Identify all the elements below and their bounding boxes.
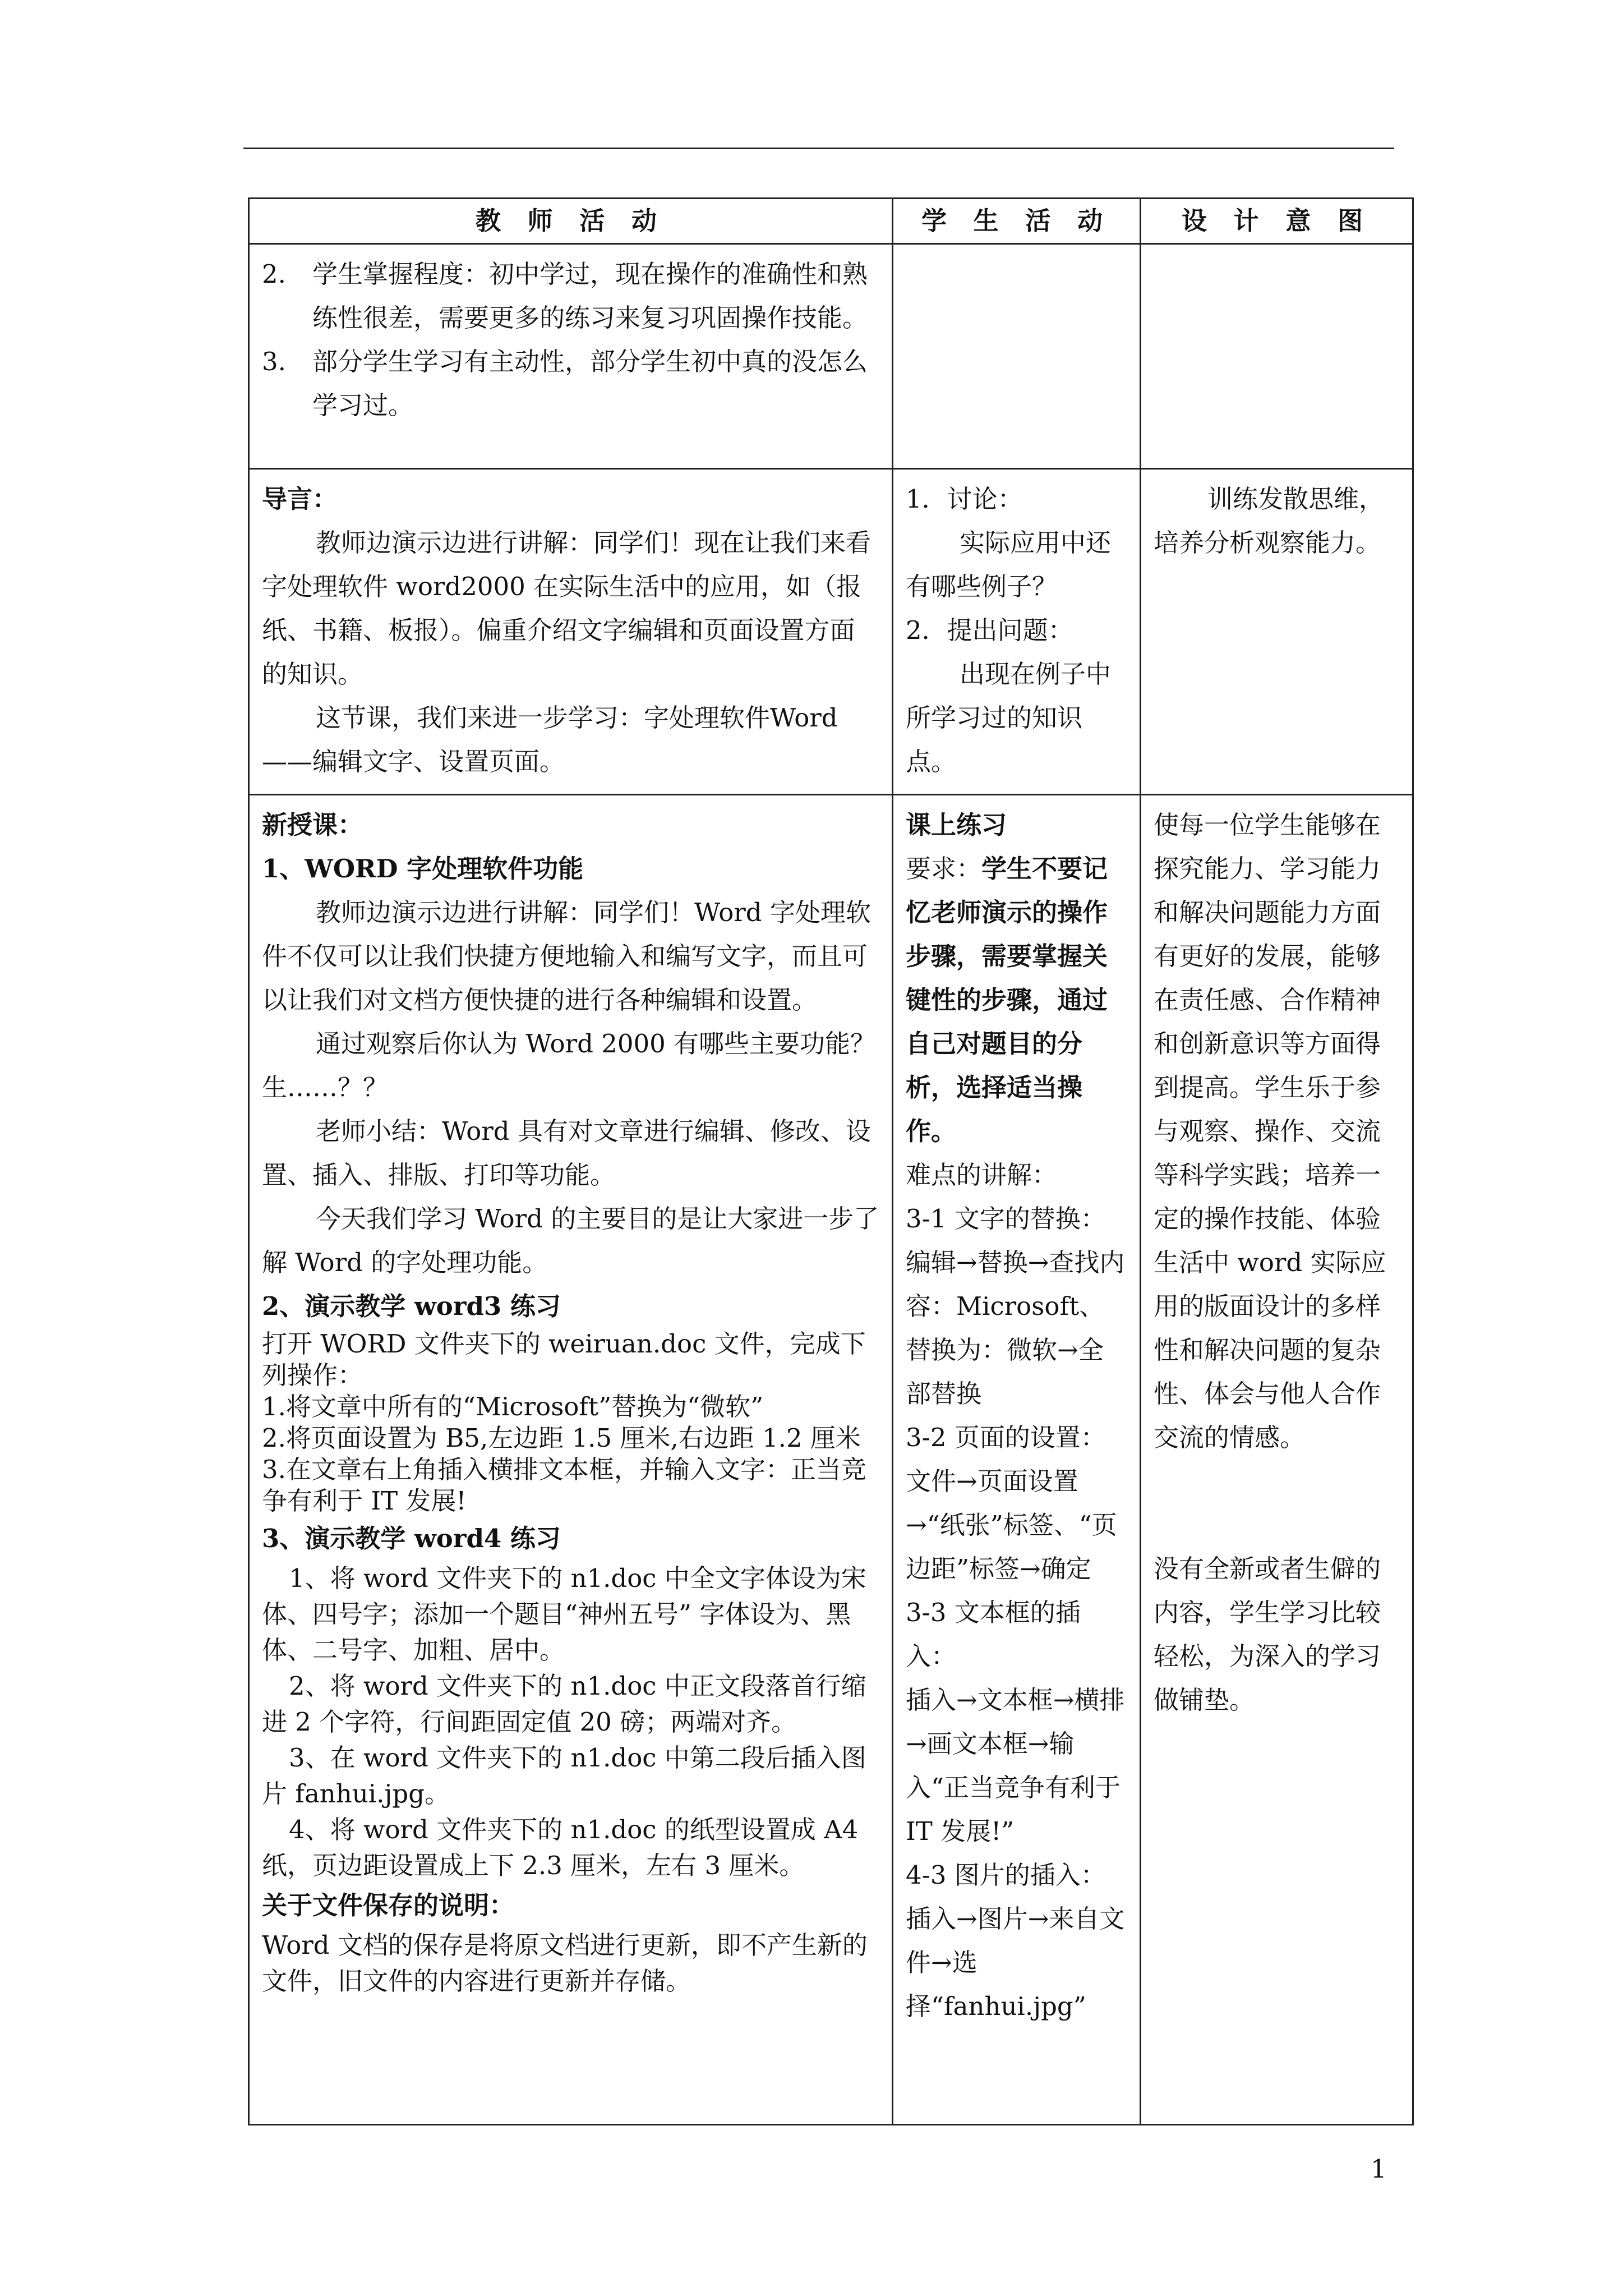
lesson-plan-table <box>248 197 1414 2125</box>
paragraph: 1．讨论： <box>906 484 1023 514</box>
header-design-intent: 设 计 意 图 <box>1141 199 1413 244</box>
paragraph: Word 文档的保存是将原文档进行更新，即不产生新的文件，旧文件的内容进行更新并存储。 <box>262 1930 868 1996</box>
design-cell <box>1141 795 1413 2125</box>
section-title: 课上练习 <box>906 810 1007 840</box>
paragraph: 3、在 word 文件夹下的 n1.doc 中第二段后插入图片 fanhui.jpg。 <box>262 1743 866 1809</box>
paragraph: 通过观察后你认为 Word 2000 有哪些主要功能？生……？？ <box>262 1029 876 1102</box>
section-title: 新授课： <box>262 810 363 840</box>
requirement-text: 学生不要记忆老师演示的操作步骤，需要掌握关键性的步骤，通过自己对题目的分析，选择适当操作。 <box>906 854 1108 1146</box>
paragraph: 使每一位学生能够在探究能力、学习能力和解决问题能力方面有更好的发展，能够在责任感、合作精神和创新意识等方面得到提高。学生乐于参与观察、操作、交流等科学实践；培养一定的操作技能、体验生活中 word 实际应用的版面设计的多样性和解决问题的复杂性、体会与他人合作交流的情感。 <box>1154 810 1386 1452</box>
paragraph: 这节课，我们来进一步学习：字处理软件Word——编辑文字、设置页面。 <box>262 703 838 776</box>
section-heading: 1、WORD 字处理软件功能 <box>262 854 584 884</box>
page-number: 1 <box>1371 2154 1387 2184</box>
paragraph: 老师小结：Word 具有对文章进行编辑、修改、设置、插入、排版、打印等功能。 <box>262 1116 871 1190</box>
paragraph: 1.将文章中所有的“Microsoft”替换为“微软” <box>262 1392 764 1421</box>
paragraph: 训练发散思维，培养分析观察能力。 <box>1154 484 1385 558</box>
design-cell <box>1141 244 1413 469</box>
paragraph: 实际应用中还有哪些例子？ <box>906 528 1112 601</box>
paragraph: 打开 WORD 文件夹下的 weiruan.doc 文件，完成下列操作： <box>262 1329 866 1390</box>
table-row <box>249 244 1413 469</box>
paragraph: 4、将 word 文件夹下的 n1.doc 的纸型设置成 A4 纸，页边距设置成上下 2.3 厘米，左右 3 厘米。 <box>262 1815 859 1880</box>
paragraph: 1、将 word 文件夹下的 n1.doc 中全文字体设为宋体、四号字；添加一个题目“神州五号” 字体设为、黑体、二号字、加粗、居中。 <box>262 1563 866 1665</box>
student-cell <box>893 795 1141 2125</box>
list-item: 2. 学生掌握程度：初中学过，现在操作的准确性和熟练性很差，需要更多的练习来复习巩固操作技能。 <box>262 259 868 333</box>
teacher-cell <box>249 244 893 469</box>
student-cell <box>893 244 1141 469</box>
paragraph: 教师边演示边进行讲解：同学们！Word 字处理软件不仅可以让我们快捷方便地输入和编写文字，而且可以让我们对文档方便快捷的进行各种编辑和设置。 <box>262 898 871 1015</box>
paragraph: 3-3 文本框的插入： <box>906 1598 1081 1671</box>
section-heading: 3、演示教学 word4 练习 <box>262 1524 561 1553</box>
paragraph: 教师边演示边进行讲解：同学们！现在让我们来看字处理软件 word2000 在实际生活中的应用，如（报纸、书籍、板报）。偏重介绍文字编辑和页面设置方面的知识。 <box>262 528 872 689</box>
paragraph: 3-1 文字的替换：编辑→替换→查找内容：Microsoft、替换为：微软→全部替换 <box>906 1204 1125 1409</box>
requirement-label: 要求： <box>906 854 982 884</box>
teacher-cell <box>249 469 893 795</box>
student-cell <box>893 469 1141 795</box>
section-heading: 2、演示教学 word3 练习 <box>262 1291 561 1321</box>
header-student-activity: 学 生 活 动 <box>893 199 1141 244</box>
paragraph: 3.在文章右上角插入横排文本框，并输入文字：正当竞争有利于 IT 发展! <box>262 1455 866 1516</box>
paragraph: 4-3 图片的插入： <box>906 1860 1106 1890</box>
section-heading: 关于文件保存的说明： <box>262 1890 515 1920</box>
paragraph <box>906 847 1127 1153</box>
paragraph: 难点的讲解： <box>906 1160 1058 1190</box>
paragraph: 2．提出问题： <box>906 615 1073 645</box>
section-title: 导言： <box>262 484 338 514</box>
paragraph: 插入→图片→来自文件→选择“fanhui.jpg” <box>906 1904 1125 2021</box>
table-row <box>249 469 1413 795</box>
paragraph: 2、将 word 文件夹下的 n1.doc 中正文段落首行缩进 2 个字符，行间距固定值 20 磅；两端对齐。 <box>262 1671 866 1737</box>
header-teacher-activity: 教 师 活 动 <box>249 199 893 244</box>
header-rule <box>243 148 1394 149</box>
header-row <box>249 199 1413 244</box>
paragraph: 插入→文本框→横排→画文本框→输入“正当竞争有利于 IT 发展!” <box>906 1685 1125 1846</box>
list-item: 3. 部分学生学习有主动性，部分学生初中真的没怎么学习过。 <box>262 347 868 420</box>
design-cell <box>1141 469 1413 795</box>
table-row <box>249 795 1413 2125</box>
paragraph: 今天我们学习 Word 的主要目的是让大家进一步了解 Word 的字处理功能。 <box>262 1204 879 1277</box>
paragraph: 没有全新或者生僻的内容，学生学习比较轻松，为深入的学习做铺垫。 <box>1154 1554 1381 1715</box>
paragraph: 3-2 页面的设置：文件→页面设置→“纸张”标签、“页边距”标签→确定 <box>906 1423 1117 1584</box>
paragraph: 出现在例子中所学习过的知识点。 <box>906 659 1112 776</box>
teacher-cell <box>249 795 893 2125</box>
paragraph: 2.将页面设置为 B5,左边距 1.5 厘米,右边距 1.2 厘米 <box>262 1423 861 1453</box>
